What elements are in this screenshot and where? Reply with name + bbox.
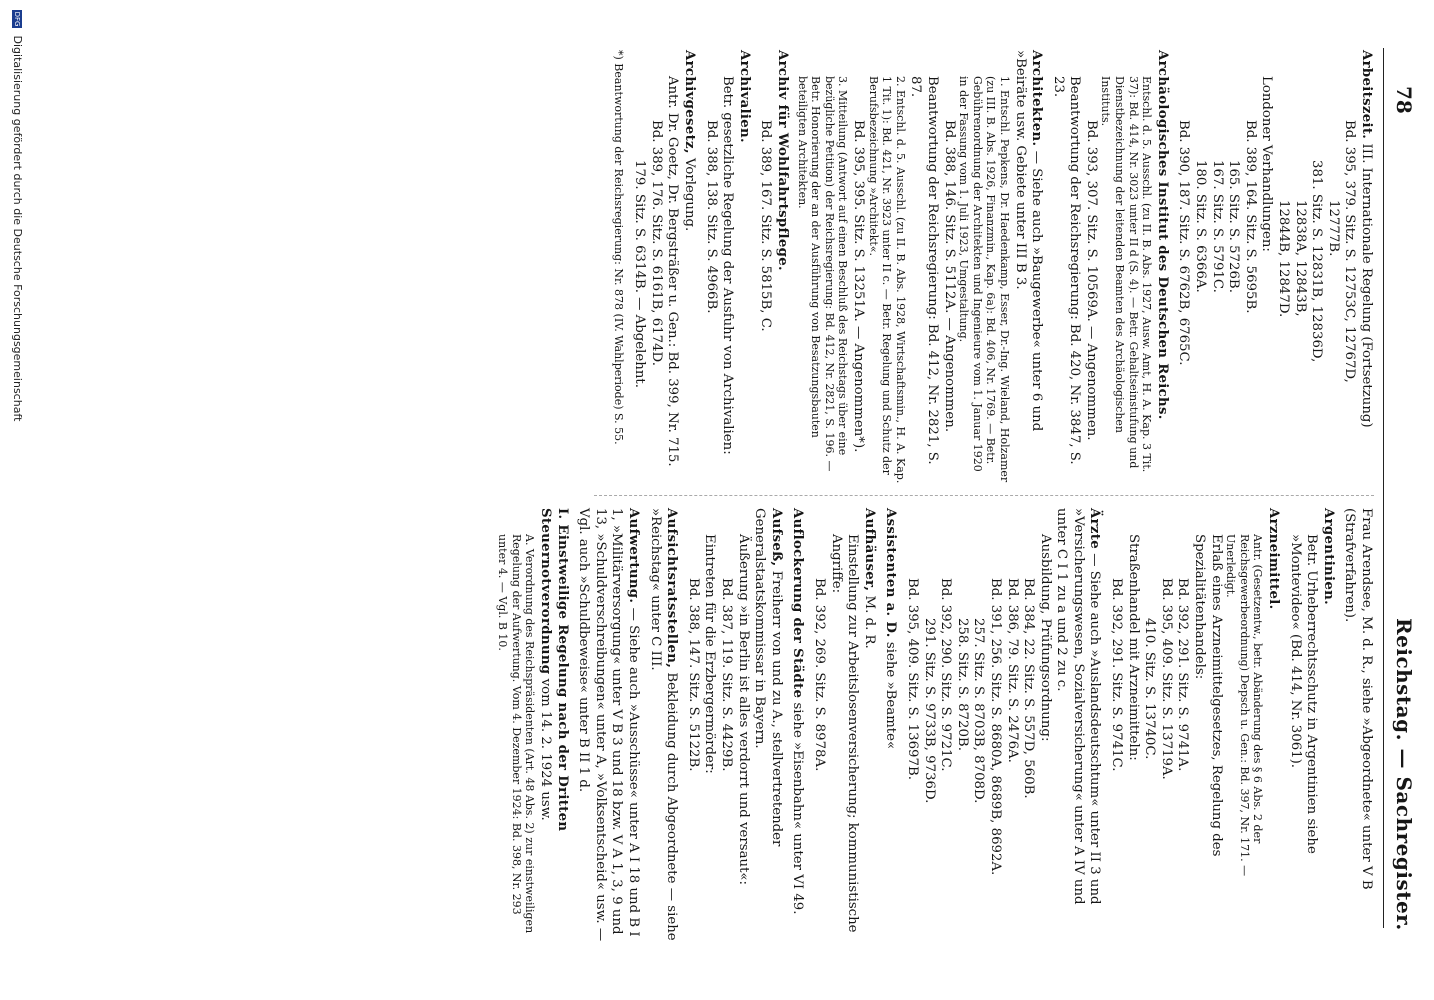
- entry-line: 2. Entschl. d. 5. Ausschl. (zu II. B. Abs. 1928, Wirtschaftsmin., H. A. Kap. 1 Tit. 1): Bd. 421, Nr. 3923 unter II c. — Betr. Regelung und Schutz der Berufsbezeichnung »Architekt«.: [866, 76, 907, 484]
- entry-headword: Aufwertung.: [626, 508, 642, 604]
- entry-line: Betr. Urheberrechtsschutz in Argentinien siehe »Montevideo« (Bd. 414, Nr. 3061).: [1287, 534, 1320, 854]
- entry-text: siehe »Eisenbahn« unter VI 49.: [790, 702, 806, 915]
- entry-line: Erlaß eines Arzneimittelgesetzes, Regelung des Spezialitätenhandels:: [1192, 534, 1224, 857]
- entry-text: — Siehe auch »Baugewerbe« unter 6 und »Beiräte usw. Gebiete unter III B 3.: [1012, 50, 1045, 432]
- entry-text: III. Internationale Regelung (Fortsetzung): [1359, 143, 1374, 428]
- entry-line: Beantwortung der Reichsregierung: Bd. 412, Nr. 2821, S. 87.: [908, 76, 940, 465]
- entry-line: 165. Sitz. S. 5726B.: [1226, 160, 1242, 293]
- index-entry: [810, 508, 876, 943]
- index-entry: [1341, 508, 1374, 943]
- entry-line: Bd. 392, 290. Sitz. S. 9721C.: [938, 578, 954, 772]
- entry-line: Betr. gesetzliche Regelung der Ausfuhr von Archivalien:: [720, 76, 736, 455]
- footnote: *) Beantwortung der Reichsregierung: Nr. 878 (IV. Wahlperiode) S. 55.: [611, 50, 625, 445]
- right-column: [491, 508, 1374, 943]
- entry-line: 12844B, 12847D.: [1276, 200, 1292, 318]
- entry-text: — Siehe auch »Auslandsdeutschtum« unter II 3 und »Versicherungswesen, Sozialversicherung« unter A IV und unter C I 1 zu a und 2 zu c.: [1054, 508, 1103, 905]
- dfg-logo: DFG: [13, 11, 21, 27]
- entry-text: M. d. R.: [861, 595, 877, 649]
- entry-line: Antr. (Gesetzentw., betr. Abänderung des § 6 Abs. 2 der Reichsgewerbeordnung) Depsch u. Gen.: Bd. 397, Nr. 171. — Unerledigt.: [1224, 534, 1265, 877]
- entry-heading: [751, 508, 784, 943]
- index-entry: [631, 50, 697, 485]
- entry-heading: [1341, 508, 1374, 943]
- entry-line: Ausbildung, Prüfungsordnung:: [1037, 534, 1053, 742]
- digitization-footer: [6, 10, 24, 1000]
- entry-headword: Archivalien.: [736, 50, 752, 143]
- entry-line: Bd. 395, 395. Sitz. S. 13251A. — Angenommen*).: [851, 120, 866, 453]
- entry-line: A. Verordnung des Reichspräsidenten (Art. 48 Abs. 2) zur einstweiligen Regelung der Aufwertung. Vom 4. Dezember 1924: Bd. 398, Nr. 293 unter 4. — Vgl. B 10.: [496, 534, 537, 934]
- entry-heading: [1264, 508, 1281, 943]
- entry-heading: [575, 508, 641, 943]
- page-number: 78: [1392, 86, 1416, 114]
- entry-line: Bd. 393, 307. Sitz. S. 10569A. — Angenommen.: [1083, 120, 1099, 441]
- entry-headword: I. Einstweilige Regelung nach der Dritten Steuernotverordnung: [538, 508, 570, 832]
- entry-headword: Archivgesetz,: [682, 50, 698, 154]
- entry-line: Bd. 392, 291. Sitz. S. 9741C.: [1109, 578, 1125, 772]
- index-entry: [575, 508, 641, 943]
- entry-line: 1. Entschl. Pepkens, Dr. Haedenkamp, Esser, Dr.-Ing. Wieland, Holzamer (zu III. B. Abs. 1926, Finanzmin., Kap. 6a): Bd. 406, Nr. 1769. — Betr. Gebührenordnung der Architekten und Ingenieure vom 1. Januar 1920 in der Fassung vom 1. Juli 1923, Umgestaltung.: [957, 76, 1011, 483]
- entry-line: Bd. 388, 138. Sitz. S. 4966B.: [703, 120, 719, 314]
- entry-line: Äußerung »in Berlin ist alles verdorrt und versaut«:: [735, 534, 751, 886]
- index-entry: [496, 508, 570, 943]
- entry-line: Einstellung zur Arbeitslosenversicherung; kommunistische Angriffe:: [828, 534, 861, 933]
- entry-headword: Architekten.: [1029, 50, 1045, 147]
- entry-headword: Assistenten a. D.: [883, 508, 899, 638]
- page-header: [1382, 48, 1422, 931]
- index-entry: [1108, 508, 1282, 943]
- entry-heading: [882, 508, 899, 943]
- index-entry: [903, 508, 1102, 943]
- entry-text: siehe »Beamte«: [883, 641, 899, 750]
- entry-headword: Archiv für Wohlfahrtspflege.: [775, 50, 791, 271]
- entry-line: 3. Mitteilung (Antwort auf einen Beschluß des Reichstags über eine bezügliche Petition) der Reichsregierung: Bd. 412, Nr. 2821, S. 196. — Betr. Honorierung der an der Ausführung von Besatzungsbauten beteiligten Architekten.: [795, 76, 850, 472]
- entry-line: Londoner Verhandlungen:: [1259, 76, 1275, 252]
- entry-text: Vorlegung.: [682, 158, 698, 232]
- entry-text: vom 14. 2. 1924 usw.: [538, 678, 554, 821]
- entry-text: Frau Arendsee, M. d. R., siehe »Abgeordnete« unter V B (Strafverfahren).: [1342, 508, 1374, 890]
- index-entry: [646, 508, 679, 943]
- entry-line: 12838A, 12843B,: [1292, 200, 1308, 317]
- entry-line: Straßenhandel mit Arzneimitteln:: [1125, 534, 1141, 761]
- header-rule: [1383, 48, 1384, 928]
- entry-text: Bekleidung durch Abgeordnete — siehe »Reichstag« unter C III.: [647, 508, 680, 941]
- entry-headword: Arbeitszeit.: [1359, 50, 1374, 140]
- entry-line: Bd. 389, 176. Sitz. S. 6161B, 6174D.: [648, 120, 664, 366]
- entry-heading: [789, 508, 806, 943]
- entry-line: Bd. 389, 167. Sitz. S. 5815B, C.: [758, 120, 774, 332]
- entry-text: Freiherr von und zu A., stellvertretender Generalstaatskommissar in Bayern.: [752, 508, 784, 847]
- left-column: [611, 50, 1374, 485]
- index-entry: [1175, 50, 1374, 485]
- entry-line: Bd. 388, 147. Sitz. S. 5122B.: [685, 578, 701, 772]
- entry-line: Bd. 395, 379. Sitz. S. 12753C, 12767D,: [1342, 120, 1358, 383]
- entry-line: Beantwortung der Reichsregierung: Bd. 420, Nr. 3847, S. 23.: [1050, 76, 1083, 465]
- entry-line: 381. Sitz. S. 12831B, 12836D,: [1309, 160, 1325, 363]
- entry-line: Bd. 395, 409. Sitz. S. 13697B.: [904, 578, 920, 780]
- entry-headword: Arzneimittel.: [1266, 508, 1282, 610]
- index-entry: [1049, 50, 1170, 485]
- entry-line: 258. Sitz. S. 8720B.: [954, 618, 970, 751]
- running-title: Reichstag. — Sachregister.: [1392, 618, 1416, 931]
- index-entry: [1286, 508, 1336, 943]
- entry-headword: Ärzte: [1087, 508, 1103, 549]
- entry-line: 291. Sitz. S. 9733B, 9736D.: [921, 618, 937, 804]
- index-entry: [789, 508, 806, 943]
- entry-line: 180. Sitz. S. 6366A.: [1193, 160, 1209, 293]
- entry-headword: Archäologisches Institut des Deutschen Reichs.: [1154, 50, 1170, 420]
- index-entry: [684, 508, 784, 943]
- index-entry: [795, 50, 1044, 485]
- entry-heading: [1319, 508, 1336, 943]
- entry-line: Bd. 389, 164. Sitz. S. 5695B.: [1242, 120, 1258, 314]
- entry-line: Bd. 392, 291. Sitz. S. 9741A.: [1175, 578, 1191, 772]
- entry-line: Bd. 388, 146. Sitz. S. 5112A. — Angenommen.: [941, 120, 957, 433]
- entry-line: Bd. 391, 256. Sitz. S. 8680A, 8689B, 8692A.: [987, 578, 1003, 876]
- entry-heading: [537, 508, 570, 943]
- entry-line: Entschl. d. 5. Ausschl. (zu II. B. Abs. 1927, Ausw. Amt, H. A. Kap. 3 Tit. 37): Bd. 414, Nr. 3023 unter II d (S. 4). — Betr. Gehaltseinstufung und Dienstbezeichnung der leitenden Beamten des Archäologischen Instituts.: [1099, 76, 1154, 473]
- entry-line: 12777B.: [1325, 200, 1341, 257]
- entry-heading: [860, 508, 877, 943]
- entry-line: Eintreten für die Erzbergermörder:: [702, 534, 718, 774]
- entry-headword: Aufseß,: [768, 508, 784, 567]
- entry-line: Bd. 392, 269. Sitz. S. 8978A.: [812, 578, 827, 772]
- entry-line: Bd. 390, 187. Sitz. S. 6762B, 6765C.: [1176, 120, 1192, 366]
- entry-headword: Argentinien.: [1320, 508, 1336, 606]
- entry-text: — Siehe auch »Ausschüsse« unter A I 18 und B I 1, »Militärversorgung« unter V B 3 und 18 bzw. V A 1, 3, 9 und 13, »Schuldverschreibungen« unter A, »Volksentscheid« usw. — Vgl. auch »Schuldbeweise« unter B II 1 d.: [576, 508, 642, 942]
- entry-heading: [680, 50, 697, 485]
- index-entry: [702, 50, 752, 485]
- entry-line: Antr. Dr. Goetz, Dr. Bergsträßer u. Gen.: Bd. 399, Nr. 715.: [665, 76, 681, 467]
- footer-text: Digitalisierung gefördert durch die Deutsche Forschungsgemeinschaft: [11, 35, 24, 422]
- entry-line: Bd. 386, 79. Sitz. S. 2476A.: [1004, 578, 1020, 763]
- entry-line: 257. Sitz. S. 8703B, 8708D.: [971, 618, 987, 804]
- entry-headword: Aufhäuser,: [861, 508, 877, 592]
- entry-heading: [1357, 50, 1374, 485]
- entry-headword: Auflockerung der Städte: [790, 508, 806, 699]
- entry-heading: [1011, 50, 1044, 485]
- column-divider: [594, 495, 1374, 496]
- entry-line: Bd. 395, 409. Sitz. S. 13719A.: [1158, 578, 1174, 780]
- entry-heading: [646, 508, 679, 943]
- entry-line: Bd. 384, 22. Sitz. S. 557D, 560B.: [1021, 578, 1037, 799]
- entry-heading: [735, 50, 752, 485]
- entry-line: Bd. 387, 119. Sitz. S. 4429B.: [719, 578, 735, 772]
- entry-line: 167. Sitz. S. 5791C.: [1209, 160, 1225, 293]
- entry-heading: [773, 50, 790, 485]
- entry-line: 179. Sitz. S. 6314B. — Abgelehnt.: [632, 160, 648, 388]
- entry-line: 410. Sitz. S. 13740C.: [1142, 618, 1158, 760]
- entry-heading: [1053, 508, 1103, 943]
- index-entry: [882, 508, 899, 943]
- entry-heading: [1153, 50, 1170, 485]
- entry-headword: Aufsichtsratsstellen,: [664, 508, 680, 669]
- index-entry: [757, 50, 790, 485]
